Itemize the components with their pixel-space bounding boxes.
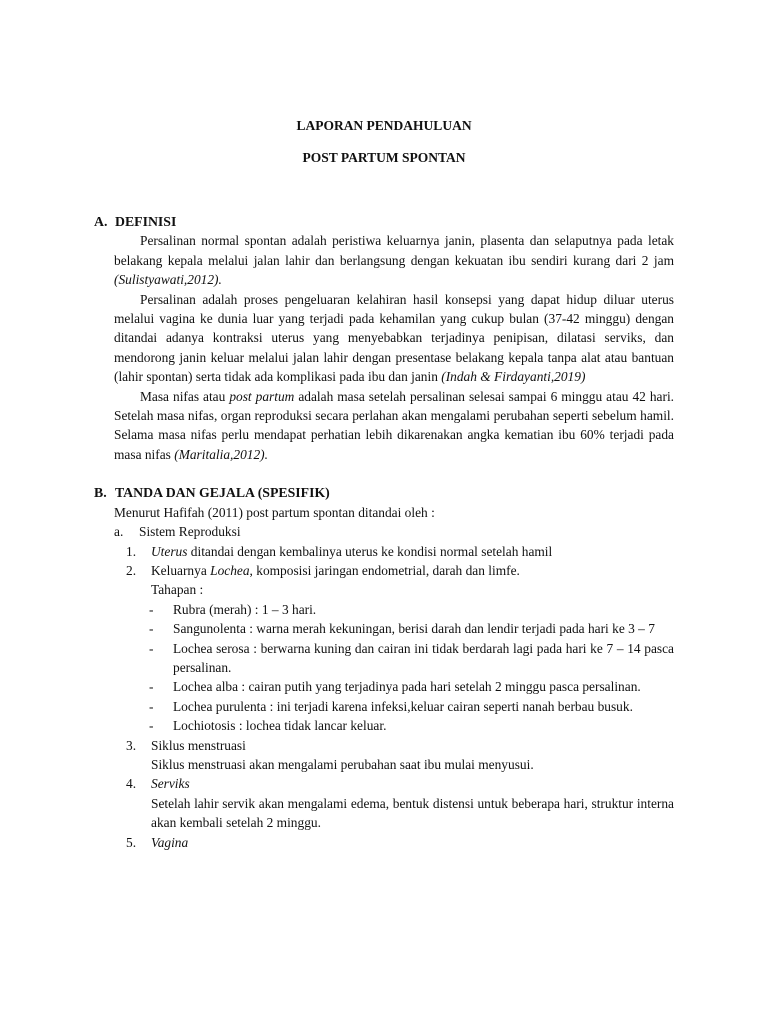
list-marker: 1. (126, 543, 137, 559)
citation: (Sulistyawati,2012). (114, 272, 222, 288)
stage-text: Lochea purulenta : ini terjadi karena infeksi,keluar cairan seperti nanah berbau busuk. (173, 698, 633, 714)
section-b-heading (94, 483, 674, 502)
document-title: LAPORAN PENDAHULUAN (296, 118, 472, 133)
list-item-lochea (94, 561, 674, 580)
section-a-title: DEFINISI (115, 214, 177, 229)
dash-marker: - (149, 698, 154, 714)
definition-paragraph-3 (94, 387, 674, 465)
stage-item (94, 639, 674, 678)
stage-item (94, 716, 674, 735)
stage-item (94, 697, 674, 716)
section-a-letter: A. (94, 214, 108, 229)
item-description: Setelah lahir servik akan mengalami edema, bentuk distensi untuk beberapa hari, struktur interna akan kembali setelah 2 minggu. (151, 795, 674, 831)
list-item-siklus (94, 736, 674, 755)
stage-text: Sangunolenta : warna merah kekuningan, berisi darah dan lendir terjadi pada hari ke 3 – 7 (173, 621, 655, 637)
definition-paragraph-2 (94, 290, 674, 387)
item-label: Serviks (151, 776, 190, 792)
definition-paragraph-1 (94, 231, 674, 289)
dash-marker: - (149, 679, 154, 695)
section-b-intro: Menurut Hafifah (2011) post partum spontan ditandai oleh : (114, 504, 435, 520)
dash-marker: - (149, 640, 154, 656)
document-subtitle: POST PARTUM SPONTAN (302, 150, 466, 165)
emphasis-term: post partum (229, 388, 295, 404)
list-marker: 3. (126, 737, 137, 753)
citation: (Indah & Firdayanti,2019) (441, 369, 586, 385)
list-item-vagina (94, 833, 674, 852)
item-label: Siklus menstruasi (151, 737, 246, 753)
term: Uterus (151, 543, 188, 559)
item-text: ditandai dengan kembalinya uterus ke kondisi normal setelah hamil (187, 543, 553, 559)
sub-item-label: Sistem Reproduksi (139, 524, 241, 540)
paragraph-text: Masa nifas atau (140, 388, 230, 404)
dash-marker: - (149, 718, 154, 734)
item-description: Siklus menstruasi akan mengalami perubahan saat ibu mulai menyusui. (151, 756, 534, 772)
section-b-letter: B. (94, 485, 107, 501)
section-b-title: TANDA DAN GEJALA (SPESIFIK) (115, 485, 330, 501)
paragraph-text: Persalinan normal spontan adalah peristiwa keluarnya janin, plasenta dan selaputnya pada letak belakang kepala melalui jalan lahir dan berlangsung dengan kekuatan ibu sendiri kurang dari 2 jam (114, 233, 674, 268)
stage-text: Lochea serosa : berwarna kuning dan cairan ini tidak berdarah lagi pada hari ke 7 – 14 pasca persalinan. (173, 640, 674, 675)
list-marker: 2. (126, 562, 137, 578)
stage-item (94, 619, 674, 638)
list-item-uterus (94, 542, 674, 561)
stage-item (94, 600, 674, 619)
document-body (94, 212, 674, 852)
dash-marker: - (149, 601, 154, 617)
stage-text: Lochiotosis : lochea tidak lancar keluar. (173, 718, 387, 734)
dash-marker: - (149, 621, 154, 637)
list-marker: a. (114, 524, 124, 540)
stage-item (94, 677, 674, 696)
item-label: Vagina (151, 834, 189, 850)
stage-text: Rubra (merah) : 1 – 3 hari. (173, 601, 317, 617)
paragraph-text: Persalinan adalah proses pengeluaran kelahiran hasil konsepsi yang dapat hidup diluar uterus melalui vagina ke dunia luar yang terjadi pada kehamilan yang cukup bulan (37-42 minggu) dengan ditandai adanya kontraksi uterus yang menyebabkan terjadinya penipisan, dilatasi serviks, dan mendorong janin keluar melalui jalan lahir dengan presentase belakang kepala tanpa alat atau bantuan (lahir spontan) serta tidak ada komplikasi pada ibu dan janin (114, 291, 674, 385)
stage-text: Lochea alba : cairan putih yang terjadinya pada hari setelah 2 minggu pasca persalinan. (173, 679, 641, 695)
item-text: Keluarnya (151, 562, 211, 578)
citation: (Maritalia,2012). (174, 446, 268, 462)
section-a-heading (94, 212, 674, 231)
sub-item-a (94, 522, 674, 541)
term: Lochea (210, 562, 250, 578)
list-marker: 4. (126, 776, 137, 792)
list-marker: 5. (126, 834, 137, 850)
list-item-serviks (94, 774, 674, 793)
paragraph-text: adalah masa setelah persalinan selesai sampai 6 minggu atau 42 hari. Setelah masa nifas, organ reproduksi secara perlahan akan mengalami perubahan seperti sebelum hamil. Selama masa nifas perlu mendapat perhatian lebih dikarenakan angka kematian ibu 60% terjadi pada masa nifas (114, 388, 675, 462)
item-text: , komposisi jaringan endometrial, darah dan limfe. (249, 562, 520, 578)
tahapan-label: Tahapan : (151, 582, 204, 598)
